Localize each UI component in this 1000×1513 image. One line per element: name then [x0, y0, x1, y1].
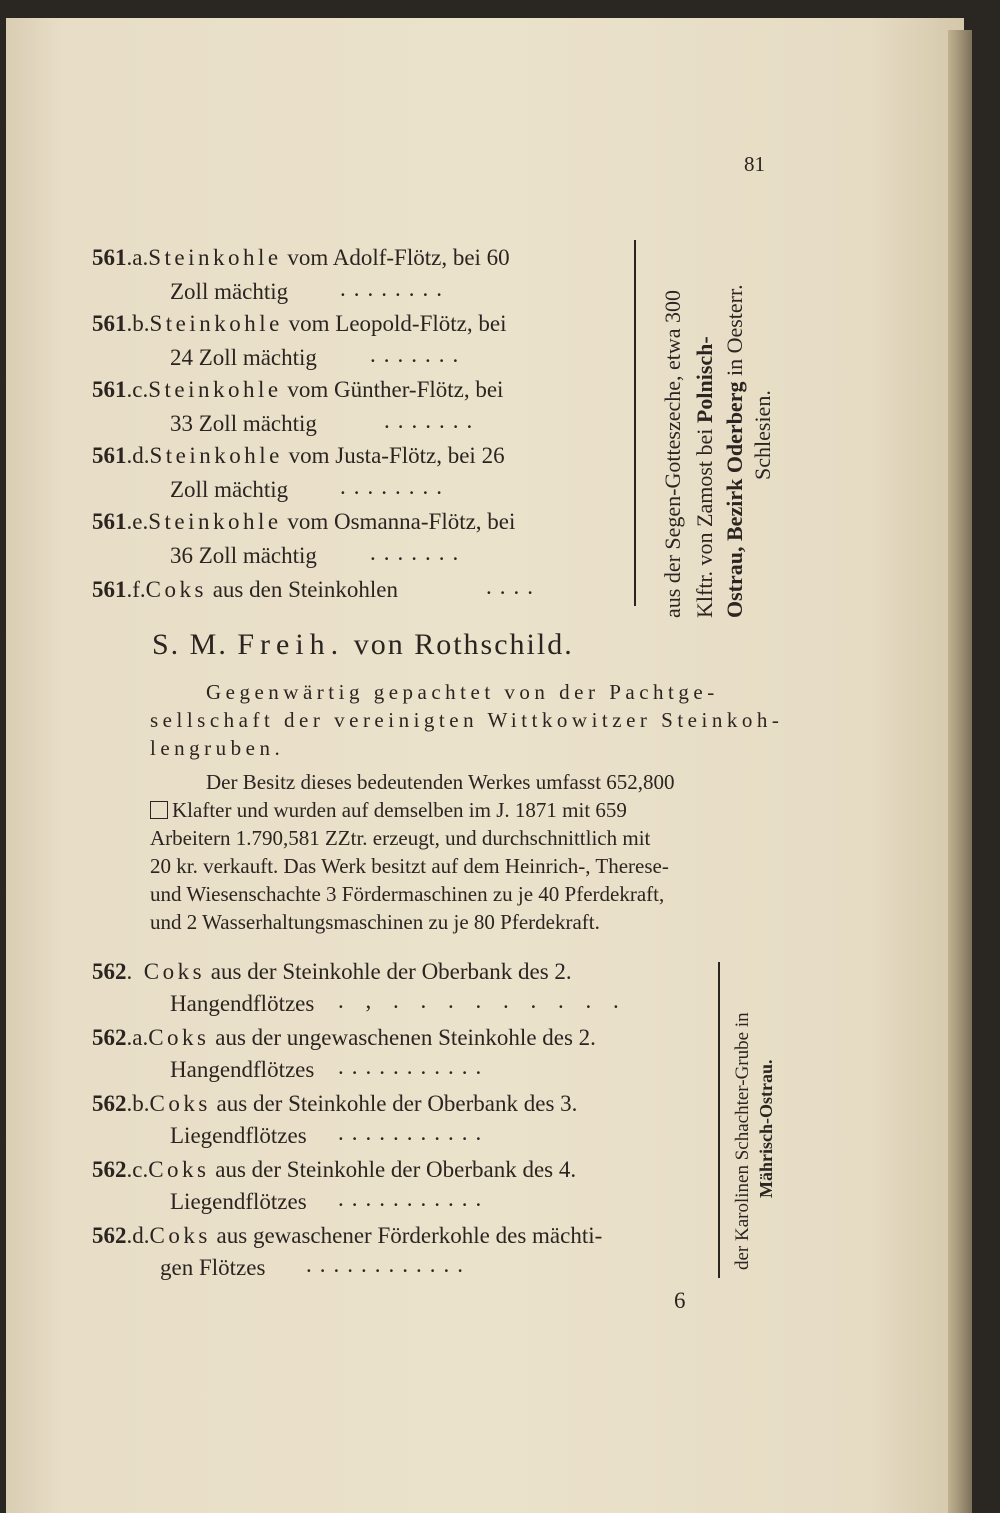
leader-dots: ........ [340, 474, 450, 499]
entry-562-line1: 562. Coks aus der Steinkohle der Oberbank des 2. [92, 959, 572, 984]
paragraph-line: und 2 Wasserhaltungsmaschinen zu je 80 Pferdekraft. [150, 910, 600, 934]
leader-dots: ........ [340, 276, 450, 301]
page-edge [948, 30, 972, 1513]
subtitle-line: sellschaft der vereinigten Wittkowitzer Steinkoh- [150, 708, 784, 732]
entry-561a-line2: Zoll mächtig [170, 279, 289, 304]
square-unit-icon [150, 801, 168, 819]
entry-562c-line2: Liegendflötzes [170, 1189, 307, 1214]
leader-dots: . , . . . . . . . . . [338, 988, 627, 1013]
side-note-line1: der Karolinen Schachter-Grube in [732, 1012, 753, 1270]
entry-562-line2: Hangendflötzes [170, 991, 315, 1016]
entry-562d-line1: 562.d.Coks aus gewaschener Förderkohle des mächti- [92, 1223, 603, 1248]
brace [634, 240, 636, 606]
entry-561b-line1: 561.b.Steinkohle vom Leopold-Flötz, bei [92, 311, 507, 336]
leader-dots: .... [486, 574, 541, 599]
entry-562d-line2: gen Flötzes [160, 1255, 266, 1280]
side-note-line2: Klftr. von Zamost bei Polnisch- [692, 336, 717, 618]
paragraph-line: Arbeitern 1.790,581 ZZtr. erzeugt, und durchschnittlich mit [150, 826, 651, 850]
entry-561c-line1: 561.c.Steinkohle vom Günther-Flötz, bei [92, 377, 504, 402]
entry-562a-line2: Hangendflötzes [170, 1057, 315, 1082]
leader-dots: ............ [306, 1252, 471, 1277]
leader-dots: ....... [384, 408, 481, 433]
entry-562c-line1: 562.c.Coks aus der Steinkohle der Oberbank des 4. [92, 1157, 577, 1182]
paragraph-line: Klafter und wurden auf demselben im J. 1871 mit 659 [150, 798, 627, 823]
side-note-line4: Schlesien. [750, 390, 775, 480]
entry-562b-line2: Liegendflötzes [170, 1123, 307, 1148]
entry-561a-line1: 561.a.Steinkohle vom Adolf-Flötz, bei 60 [92, 245, 510, 270]
leader-dots: ........... [338, 1120, 490, 1145]
side-note-line2: Mährisch-Ostrau. [756, 1059, 776, 1198]
page-number: 81 [744, 152, 765, 176]
entry-561d-line1: 561.d.Steinkohle vom Justa-Flötz, bei 26 [92, 443, 505, 468]
entry-562a-line1: 562.a.Coks aus der ungewaschenen Steinkohle des 2. [92, 1025, 596, 1050]
entry-561e-line2: 36 Zoll mächtig [170, 543, 317, 568]
paragraph-line: 20 kr. verkauft. Das Werk besitzt auf dem Heinrich-, Therese- [150, 854, 669, 878]
signature-mark: 6 [674, 1288, 686, 1313]
paragraph-line: und Wiesenschachte 3 Fördermaschinen zu je 40 Pferdekraft, [150, 882, 665, 906]
entry-561d-line2: Zoll mächtig [170, 477, 289, 502]
paragraph-line: Der Besitz dieses bedeutenden Werkes umfasst 652,800 [206, 770, 675, 794]
section-title: S. M. Freih. von Rothschild. [152, 628, 574, 661]
side-note-line3: Ostrau, Bezirk Oderberg in Oesterr. [722, 284, 747, 618]
entry-561b-line2: 24 Zoll mächtig [170, 345, 317, 370]
entry-561e-line1: 561.e.Steinkohle vom Osmanna-Flötz, bei [92, 509, 516, 534]
entry-562b-line1: 562.b.Coks aus der Steinkohle der Oberbank des 3. [92, 1091, 578, 1116]
leader-dots: ........... [338, 1186, 490, 1211]
entry-561c-line2: 33 Zoll mächtig [170, 411, 317, 436]
subtitle-line: lengruben. [150, 736, 285, 760]
subtitle-line: Gegenwärtig gepachtet von der Pachtge- [206, 680, 719, 704]
leader-dots: ....... [370, 342, 467, 367]
leader-dots: ........... [338, 1054, 490, 1079]
leader-dots: ....... [370, 540, 467, 565]
entry-561f-line1: 561.f.Coks aus den Steinkohlen [92, 577, 398, 602]
brace [718, 962, 720, 1278]
side-note-line1: aus der Segen-Gotteszeche, etwa 300 [660, 289, 685, 618]
